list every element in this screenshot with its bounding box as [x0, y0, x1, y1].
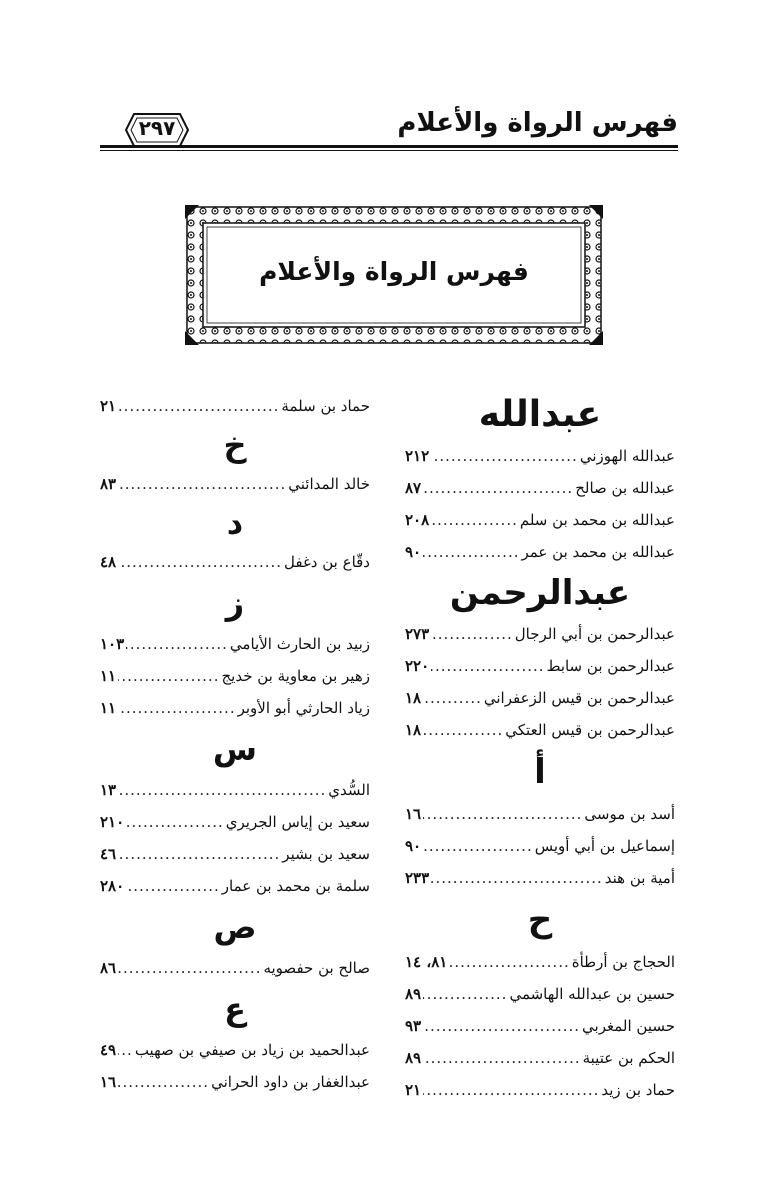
section-heading-abdullah: عبدالله: [478, 394, 602, 435]
index-entry: الحكم بن عتيبة ..... ٨٩: [405, 1042, 675, 1074]
section-heading-abdulrahman: عبدالرحمن: [449, 573, 631, 613]
header-rule-thin: [100, 150, 678, 151]
left-column: [100, 390, 370, 1098]
index-entry: زهير بن معاوية بن خديج ..... ١١: [100, 660, 370, 692]
section-heading-ha: ح: [527, 900, 553, 940]
section-heading-ain: ع: [224, 990, 246, 1028]
index-entry: سعيد بن بشير ..... ٤٦: [100, 838, 370, 870]
section-heading-kha: خ: [223, 426, 247, 464]
index-entry: عبدالله بن صالح ..... ٨٧: [405, 472, 675, 504]
index-entry: الحجاج بن أرطأة ..... ٨١، ١٤: [405, 946, 675, 978]
section-heading-sin: س: [212, 730, 258, 768]
index-entry: صالح بن حفصويه ..... ٨٦: [100, 952, 370, 984]
index-entry: عبدالله بن محمد بن سلم ..... ٢٠٨: [405, 504, 675, 536]
running-header-title: فهرس الرواة والأعلام: [397, 108, 678, 138]
index-title: فهرس الرواة والأعلام: [259, 257, 529, 286]
index-entry: حماد بن سلمة ..... ٢١: [100, 390, 370, 422]
index-entry: عبدالرحمن بن أبي الرجال ..... ٢٧٣: [405, 618, 675, 650]
index-entry: خالد المدائني ..... ٨٣: [100, 468, 370, 500]
index-entry: عبدالله الهوزني ..... ٢١٢: [405, 440, 675, 472]
index-entry: سلمة بن محمد بن عمار ..... ٢٨٠: [100, 870, 370, 902]
index-entry: عبدالرحمن بن قيس العتكي ..... ١٨: [405, 714, 675, 746]
header-rule-thick: [100, 145, 678, 148]
index-entry: حسين المغربي ..... ٩٣: [405, 1010, 675, 1042]
section-heading-sad: ص: [213, 908, 257, 946]
index-entry: عبدالله بن محمد بن عمر ..... ٩٠: [405, 536, 675, 568]
section-heading-dal: د: [226, 504, 244, 542]
index-entry: عبدالغفار بن داود الحراني ..... ١٦: [100, 1066, 370, 1098]
index-entry: عبدالحميد بن زياد بن صيفي بن صهيب ..... ٤٩: [100, 1034, 370, 1066]
index-entry: زبيد بن الحارث الأيامي ..... ١٠٣: [100, 628, 370, 660]
index-entry: سعيد بن إياس الجريري ..... ٢١٠: [100, 806, 370, 838]
section-heading-zay: ز: [225, 584, 245, 622]
index-entry: أسد بن موسى ..... ١٦: [405, 798, 675, 830]
index-entry: أمية بن هند ..... ٢٣٣: [405, 862, 675, 894]
index-entry: عبدالرحمن بن سابط ..... ٢٢٠: [405, 650, 675, 682]
title-frame: [185, 205, 603, 345]
index-entry: حماد بن زيد ..... ٢١: [405, 1074, 675, 1106]
index-entry: زياد الحارثي أبو الأوبر ..... ١١: [100, 692, 370, 724]
index-entry: حسين بن عبدالله الهاشمي ..... ٨٩: [405, 978, 675, 1010]
index-entry: دقّاع بن دغفل ..... ٤٨: [100, 546, 370, 578]
section-heading-alif: أ: [534, 752, 546, 792]
index-entry: إسماعيل بن أبي أويس ..... ٩٠: [405, 830, 675, 862]
page-number: ٢٩٧: [138, 116, 176, 140]
right-column: [405, 390, 675, 1106]
page-number-badge: [122, 110, 192, 150]
index-entry: السُّدي ..... ١٣: [100, 774, 370, 806]
index-entry: عبدالرحمن بن قيس الزعفراني ..... ١٨: [405, 682, 675, 714]
